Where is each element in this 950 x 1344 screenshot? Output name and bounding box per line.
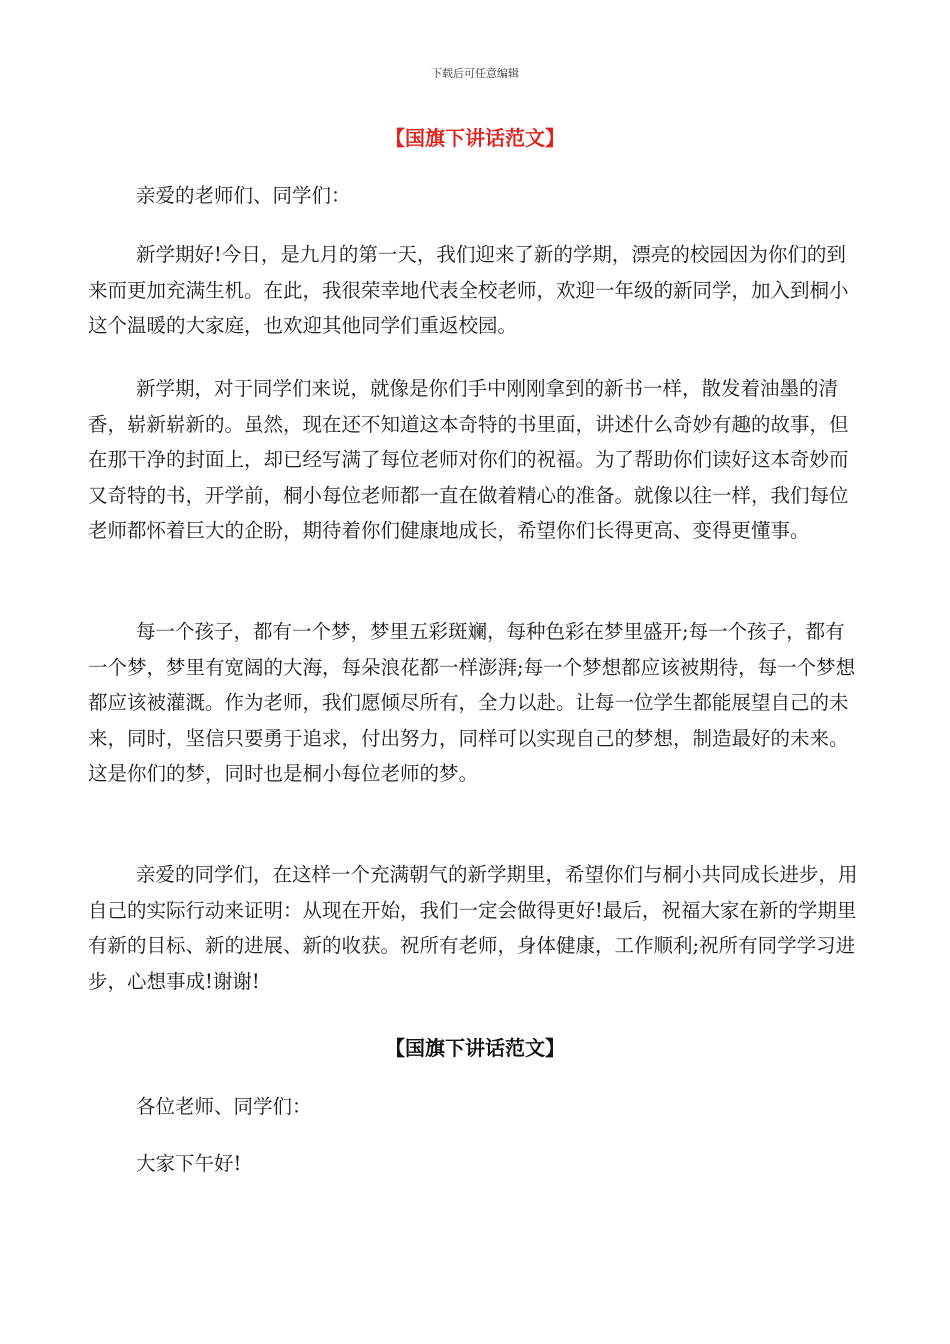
body-paragraph: 大家下午好! [136, 1152, 242, 1175]
page-header: 下载后可任意编辑 [431, 67, 519, 80]
body-paragraph: 新学期，对于同学们来说，就像是你们手中刚刚拿到的新书一样，散发着油墨的清香，崭新崭新的。虽然，现在还不知道这本奇特的书里面，讲述什么奇妙有趣的故事，但在那干净的封面上，却已经写满了每位老师对你们的祝福。为了帮助你们读好这本奇妙而又奇特的书，开学前，桐小每位老师都一直在做着精心的准备。就像以往一样，我们每位老师都怀着巨大的企盼，期待着你们健康地成长，希望你们长得更高、变得更懂事。 [88, 377, 849, 543]
section-title: 【国旗下讲话范文】 [385, 1036, 565, 1060]
greeting-paragraph: 亲爱的老师们、同学们： [136, 184, 351, 207]
greeting-paragraph: 各位老师、同学们： [136, 1095, 312, 1118]
body-paragraph: 每一个孩子，都有一个梦，梦里五彩斑斓，每种色彩在梦里盛开;每一个孩子，都有一个梦，梦里有宽阔的大海，每朵浪花都一样澎湃;每一个梦想都应该被期待，每一个梦想都应该被灌溉。作为老师，我们愿倾尽所有，全力以赴。让每一位学生都能展望自己的未来，同时，坚信只要勇于追求，付出努力，同样可以实现自己的梦想，制造最好的未来。这是你们的梦，同时也是桐小每位老师的梦。 [88, 620, 856, 786]
body-paragraph: 新学期好!今日，是九月的第一天，我们迎来了新的学期，漂亮的校园因为你们的到来而更加充满生机。在此，我很荣幸地代表全校老师，欢迎一年级的新同学，加入到桐小这个温暖的大家庭，也欢迎其他同学们重返校园。 [88, 243, 849, 338]
body-paragraph: 亲爱的同学们，在这样一个充满朝气的新学期里，希望你们与桐小共同成长进步，用自己的实际行动来证明：从现在开始，我们一定会做得更好!最后，祝福大家在新的学期里有新的目标、新的进展、新的收获。祝所有老师，身体健康，工作顺利;祝所有同学学习进步，心想事成!谢谢! [88, 863, 858, 993]
document-title: 【国旗下讲话范文】 [385, 126, 565, 150]
